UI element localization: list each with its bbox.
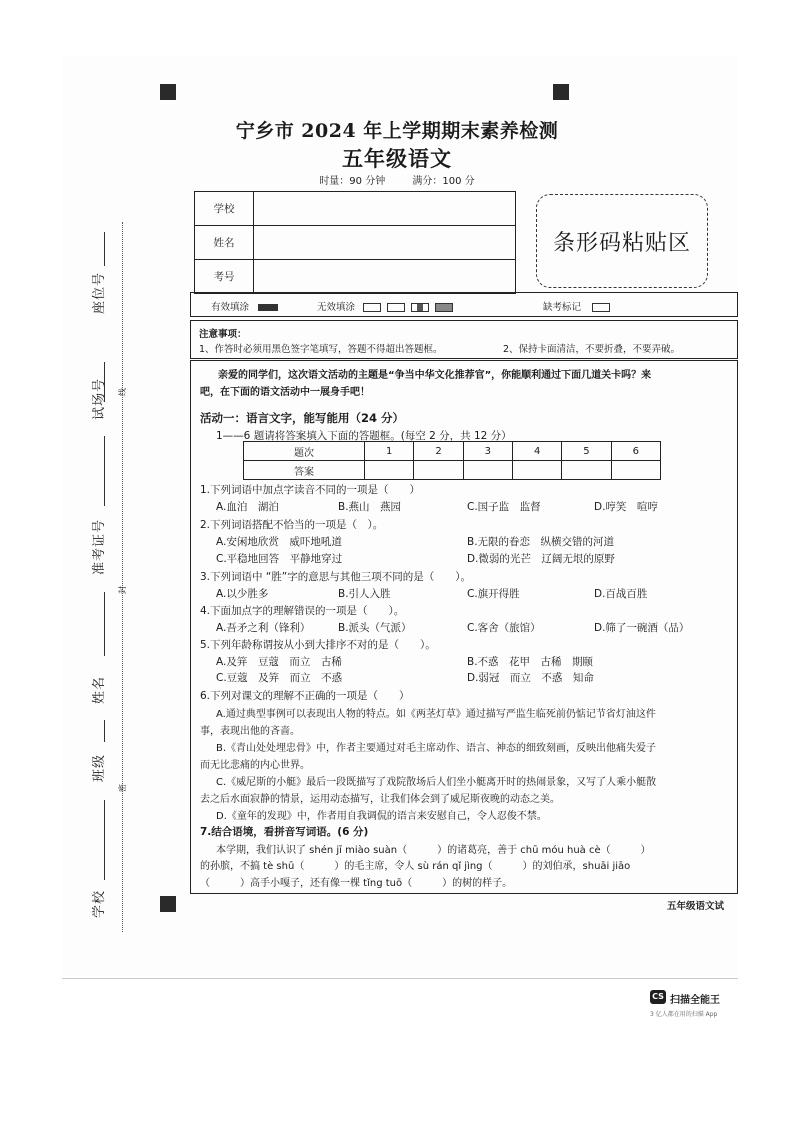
question-5: 5.下列年龄称谓按从小到大排序不对的是（ ）。 (200, 639, 436, 651)
answer-cell[interactable] (463, 461, 512, 480)
answer-cell[interactable] (611, 461, 660, 480)
exam-meta (0, 172, 794, 187)
q7-line-3: （ ）高手小嘎子，还有像一棵 tǐng tuō（ ）的树的样子。 (200, 878, 513, 889)
absent-box-icon[interactable] (592, 303, 610, 312)
q4-option-c: C.客舍（旅馆） (467, 622, 541, 634)
exam-title: 宁乡市 2024 年上学期期末素养检测 (235, 120, 559, 142)
q6-option-d: D.《童年的发现》中，作者用自我调侃的语言来安慰自己，令人忍俊不禁。 (216, 811, 547, 822)
check-swatch-icon (363, 303, 381, 312)
q5-option-c: C.豆蔻 及笄 而立 不惑 (216, 672, 343, 684)
q6-option-b-cont: 而无比悲痛的内心世界。 (200, 760, 310, 771)
answer-cell[interactable] (562, 461, 611, 480)
class-label: 班级 (92, 753, 107, 782)
watermark-brand: 扫描全能王 (670, 995, 720, 1006)
q6-option-c: C.《威尼斯的小艇》最后一段既描写了戏院散场后人们坐小艇离开时的热闹景象，又写了人乘小艇散 (216, 777, 657, 788)
registration-mark (553, 84, 569, 100)
class-line (104, 720, 105, 742)
q1-option-c: C.国子监 监督 (467, 501, 541, 513)
cut-mark-feng: 封 (118, 585, 127, 594)
invalid-fill-example: 无效填涂 (317, 299, 453, 313)
q1-option-d: D.哼笑 喧哼 (594, 501, 658, 513)
absent-mark: 缺考标记 (543, 299, 610, 313)
barcode-area: 条形码粘贴区 (536, 194, 708, 288)
q2-option-d: D.微弱的光芒 辽阔无垠的原野 (467, 553, 615, 565)
info-label-name: 姓名 (195, 226, 254, 260)
question-3: 3.下列词语中 “胜”字的意思与其他三项不同的是（ ）。 (200, 571, 471, 583)
question-2: 2.下列词语搭配不恰当的一项是（ ）。 (200, 519, 384, 531)
q6-option-a: A.通过典型事例可以表现出人物的特点。如《两茎灯草》通过描写严监生临死前仍惦记节省灯油这件 (216, 709, 656, 720)
q5-option-b: B.不惑 花甲 古稀 期颐 (467, 656, 594, 668)
answer-grid-number: 5 (562, 442, 611, 461)
q6-option-a-cont: 事，表现出他的吝啬。 (200, 726, 300, 737)
exam-subject: 五年级语文 (342, 146, 452, 171)
question-4: 4.下面加点字的理解错误的一项是（ ）。 (200, 605, 405, 617)
info-label-exam-no: 考号 (195, 260, 254, 294)
question-1: 1.下列词语中加点字读音不同的一项是（ ） (200, 484, 421, 496)
q2-option-c: C.平稳地回答 平静地穿过 (216, 553, 343, 565)
seat-line (104, 232, 105, 266)
q4-option-b: B.派头（气派） (338, 622, 412, 634)
answer-grid-number: 1 (365, 442, 414, 461)
cut-mark-xian: 线 (118, 387, 127, 396)
grey-swatch-icon (435, 303, 453, 312)
name-line (104, 592, 105, 656)
q1-option-b: B.燕山 燕园 (338, 501, 402, 513)
page-footer: 五年级语文试 (667, 901, 725, 912)
ticket-line (104, 436, 105, 506)
q3-option-d: D.百战百胜 (594, 588, 648, 600)
info-label-school: 学校 (195, 192, 254, 226)
q7-line-1: 本学期，我们认识了 shén jī miào suàn（ ）的诸葛亮，善于 chū móu huà cè（ ） (216, 845, 651, 856)
intro-line-1: 亲爱的同学们，这次语文活动的主题是“争当中华文化推荐官”，你能顺利通过下面几道关卡吗？来 (218, 370, 652, 381)
q1-option-a: A.血泊 湖泊 (216, 501, 279, 513)
binding-dotted-line (122, 222, 123, 932)
registration-mark (160, 84, 176, 100)
scan-edge-line (62, 978, 738, 979)
seat-label: 座位号 (92, 271, 107, 314)
school-line (104, 800, 105, 880)
cross-swatch-icon (387, 303, 405, 312)
q3-option-c: C.旗开得胜 (467, 588, 520, 600)
intro-line-2: 吧，在下面的语文活动中一展身手吧！ (200, 387, 370, 398)
watermark-tagline: 3 亿人都在用的扫描 App (650, 1011, 718, 1018)
q4-option-a: A.吾矛之利（锋利） (216, 622, 311, 634)
answer-cell[interactable] (414, 461, 463, 480)
notice-heading: 注意事项： (199, 329, 247, 340)
name-field[interactable] (254, 226, 516, 260)
cut-mark-mi: 密 (118, 783, 127, 792)
camscanner-logo-icon: CS (650, 990, 666, 1004)
answer-cell[interactable] (513, 461, 562, 480)
question-6: 6.下列对课文的理解不正确的一项是（ ） (200, 690, 410, 702)
q3-option-b: B.引人入胜 (338, 588, 391, 600)
room-label: 试场号 (92, 377, 107, 420)
question-7: 7.结合语境，看拼音写词语。(6 分) (200, 826, 369, 838)
name-label: 姓名 (92, 675, 107, 704)
answer-grid-number: 6 (611, 442, 660, 461)
exam-no-field[interactable] (254, 260, 516, 294)
q5-option-a: A.及笄 豆蔻 而立 古稀 (216, 656, 342, 668)
student-info-table (194, 191, 516, 294)
partial-swatch-icon (411, 303, 429, 312)
registration-mark (160, 896, 176, 912)
question-instruction: 1——6 题请将答案填入下面的答题框。(每空 2 分，共 12 分） (216, 430, 512, 442)
notice-item-1: 1、作答时必须用黑色签字笔填写，答题不得超出答题框。 (199, 344, 443, 355)
q5-option-d: D.弱冠 而立 不惑 知命 (467, 672, 594, 684)
q7-line-2: 的孙膑，不搞 tè shū（ ）的毛主席，令人 sù rán qǐ jìng（ ）的刘伯承，shuāi jiāo (200, 861, 631, 872)
ticket-label: 准考证号 (92, 518, 107, 575)
answer-grid-number: 2 (414, 442, 463, 461)
answer-grid (243, 441, 661, 480)
q3-option-a: A.以少胜多 (216, 588, 269, 600)
q2-option-b: B.无限的眷恋 纵横交错的河道 (467, 536, 615, 548)
q6-option-c-cont: 去之后水面寂静的情景，运用动态描写，让我们体会到了威尼斯夜晚的动态之美。 (200, 794, 560, 805)
school-label: 学校 (92, 889, 107, 918)
notice-item-2: 2、保持卡面清洁，不要折叠，不要弄破。 (503, 344, 681, 355)
school-field[interactable] (254, 192, 516, 226)
q2-option-a: A.安闲地欣赏 威吓地吼道 (216, 536, 342, 548)
exam-score: 满分：100 分 (412, 176, 475, 187)
answer-grid-number: 3 (463, 442, 512, 461)
fill-mark-legend (190, 292, 738, 317)
answer-cell[interactable] (365, 461, 414, 480)
q6-option-b: B.《青山处处埋忠骨》中，作者主要通过对毛主席动作、语言、神态的细致刻画，反映出他痛失爱子 (216, 743, 657, 754)
exam-time: 时量：90 分钟 (319, 176, 386, 187)
answer-grid-row-label: 题次 (244, 442, 365, 461)
filled-swatch-icon (258, 304, 278, 311)
activity-1-heading: 活动一：语言文字，能写能用（24 分） (200, 411, 405, 425)
answer-grid-row-label: 答案 (244, 461, 365, 480)
answer-grid-number: 4 (513, 442, 562, 461)
notice-box (190, 320, 738, 359)
valid-fill-example: 有效填涂 (211, 299, 278, 313)
q4-option-d: D.筛了一碗酒（品） (594, 622, 690, 634)
